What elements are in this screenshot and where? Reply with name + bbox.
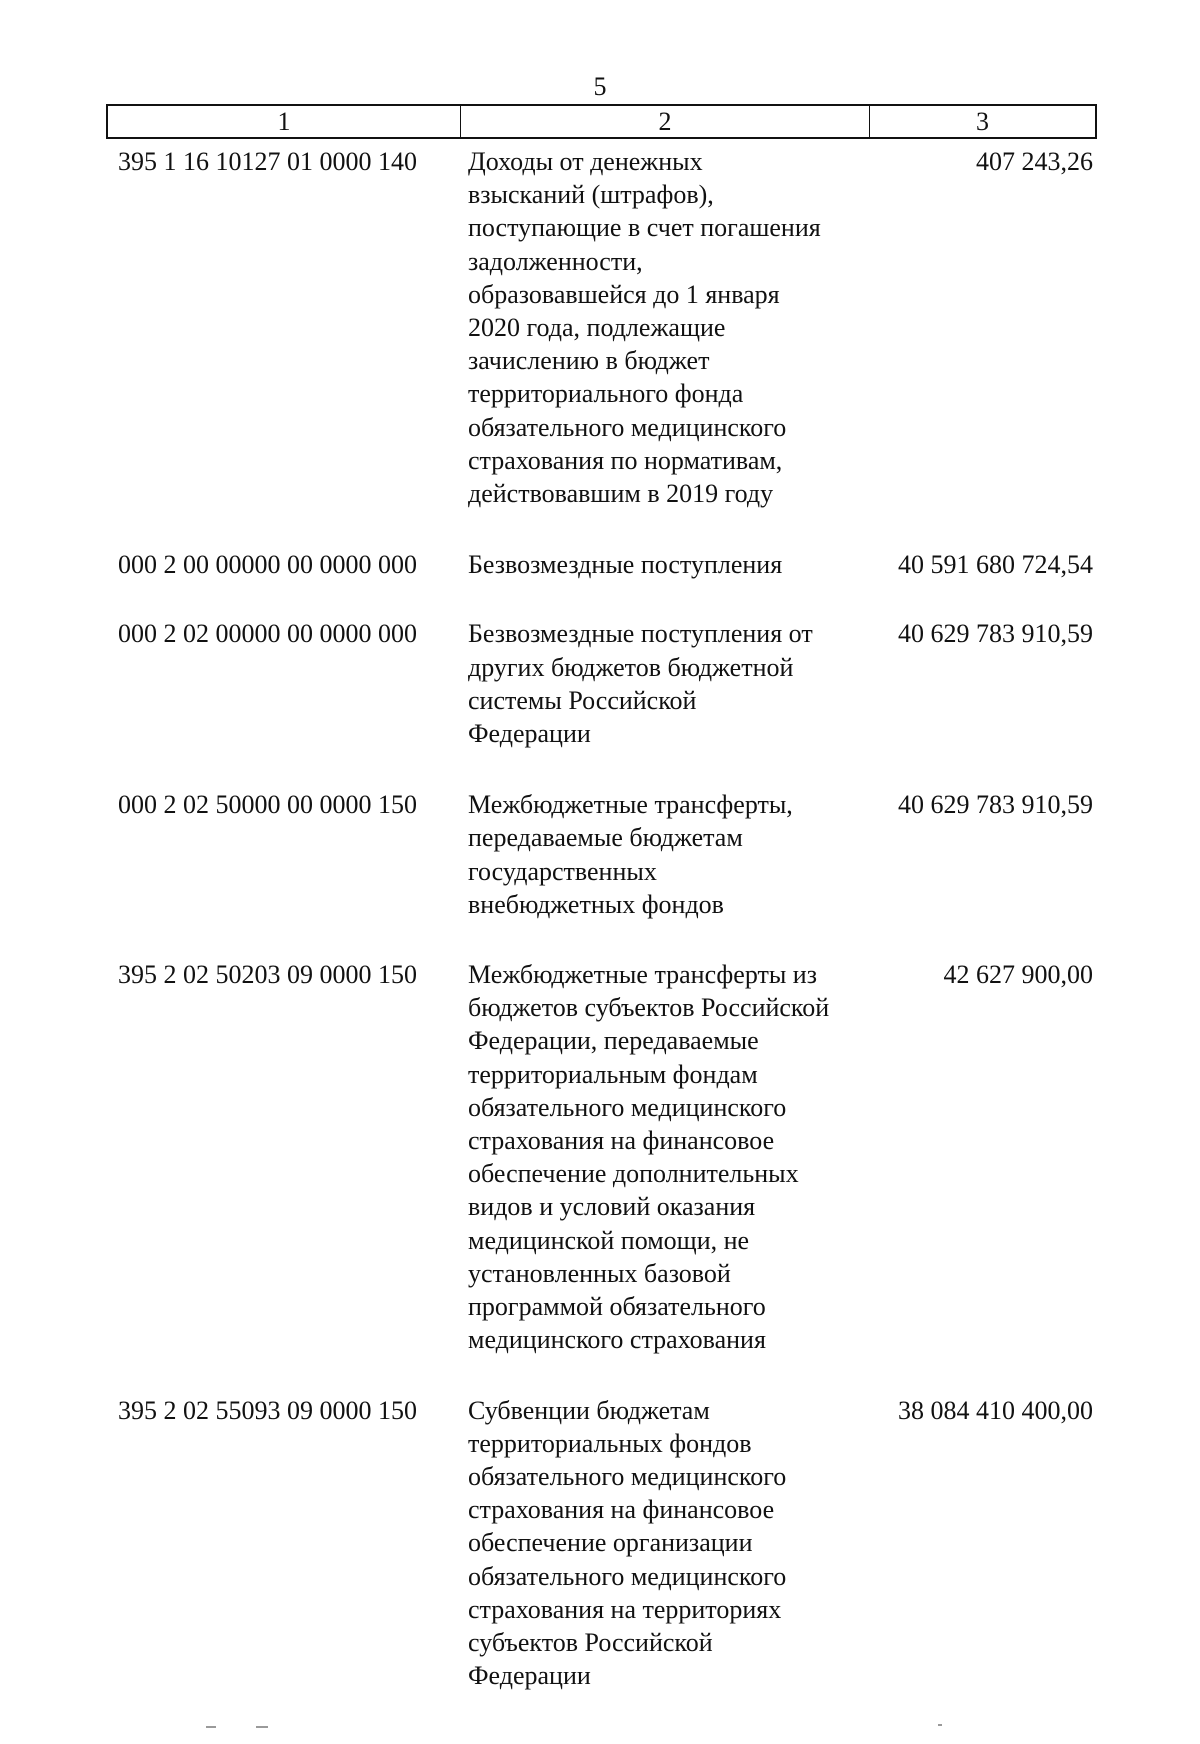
income-name: Межбюджетные трансферты из бюджетов субъектов Российской Федерации, передаваемые территориальным фондам обязательного медицинского страхования на финансовое обеспечение дополнительных видов и условий оказания медицинской помощи, не установленных базовой программой обязательного медицинского страхования — [468, 960, 830, 1355]
income-name: Субвенции бюджетам территориальных фондов обязательного медицинского страхования на финансовое обеспечение организации обязательного медицинского страхования на территориях субъектов Российской Федерации — [468, 1395, 787, 1691]
amount: 42 627 900,00 — [943, 960, 1093, 990]
budget-code: 000 2 02 00000 00 0000 000 — [118, 619, 417, 649]
table-row — [118, 145, 1103, 510]
budget-code: 395 1 16 10127 01 0000 140 — [118, 147, 417, 176]
income-name: Доходы от денежных взысканий (штрафов), поступающие в счет погашения задолженности, образовавшейся до 1 января 2020 года, подлежащие зачислению в бюджет территориального фонда обязательного медицинского страхования по нормативам, действовавшим в 2019 году — [468, 147, 821, 509]
table-header-row — [106, 104, 1097, 139]
budget-code: 000 2 02 50000 00 0000 150 — [118, 790, 417, 820]
scan-artifact — [206, 1726, 216, 1728]
header-column-2: 2 — [461, 106, 870, 137]
table-row — [118, 617, 1103, 750]
table-row — [118, 548, 1103, 581]
scan-artifact — [938, 1724, 942, 1726]
header-column-3: 3 — [976, 107, 989, 136]
amount: 40 591 680 724,54 — [898, 550, 1093, 580]
income-name: Межбюджетные трансферты, передаваемые бюджетам государственных внебюджетных фондов — [468, 790, 793, 919]
scan-artifact — [256, 1726, 268, 1728]
table-row — [118, 958, 1103, 1356]
amount: 407 243,26 — [976, 147, 1093, 176]
table-row — [118, 1394, 1103, 1693]
amount: 40 629 783 910,59 — [898, 619, 1093, 649]
amount: 38 084 410 400,00 — [898, 1395, 1093, 1425]
table-row — [118, 788, 1103, 921]
budget-code: 395 2 02 55093 09 0000 150 — [118, 1395, 417, 1425]
budget-code: 000 2 00 00000 00 0000 000 — [118, 550, 417, 580]
income-name: Безвозмездные поступления от других бюджетов бюджетной системы Российской Федерации — [468, 619, 813, 749]
table-body — [118, 145, 1103, 1692]
header-column-1: 1 — [108, 106, 461, 137]
amount: 40 629 783 910,59 — [898, 790, 1093, 820]
budget-code: 395 2 02 50203 09 0000 150 — [118, 960, 417, 990]
income-name: Безвозмездные поступления — [468, 550, 783, 580]
page-number: 5 — [593, 72, 607, 101]
